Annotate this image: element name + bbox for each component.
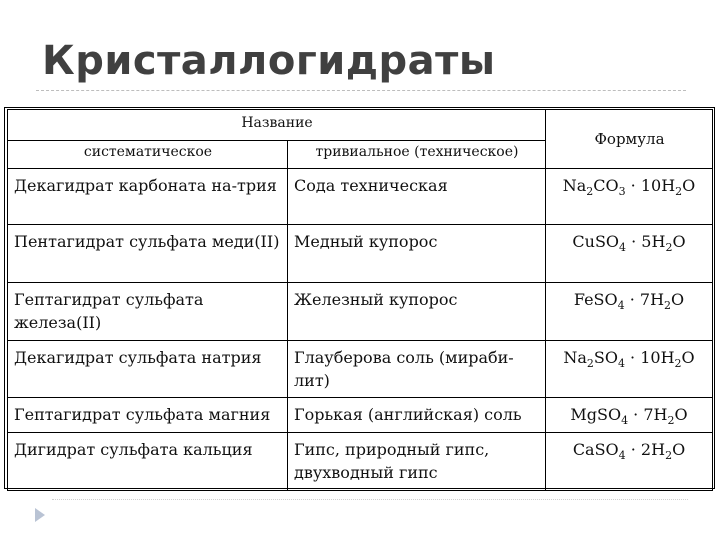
play-arrow-icon[interactable] bbox=[35, 508, 45, 522]
trivial-name-cell: Железный купорос bbox=[288, 283, 546, 341]
formula-text: FeSO$_4$ · $7H_2O$ bbox=[573, 290, 685, 313]
table-row bbox=[8, 225, 713, 283]
formula-text: MgSO$_4$ · $7H_2O$ bbox=[570, 405, 688, 428]
trivial-name-cell: Гипс, природный гипс, двухводный гипс bbox=[288, 433, 546, 491]
footer-divider bbox=[52, 499, 688, 500]
formula-cell bbox=[546, 225, 713, 283]
formula-cell bbox=[546, 341, 713, 398]
formula-text: CuSO$_4$ · $5H_2O$ bbox=[572, 232, 686, 255]
trivial-name-cell: Медный купорос bbox=[288, 225, 546, 283]
formula-cell bbox=[546, 283, 713, 341]
table-row bbox=[8, 433, 713, 491]
header-systematic: систематическое bbox=[8, 141, 288, 169]
table-row bbox=[8, 398, 713, 433]
systematic-name-cell: Пентагидрат сульфата меди(II) bbox=[8, 225, 288, 283]
formula-cell bbox=[546, 398, 713, 433]
formula-text: $Na_2SO_4 \cdot 10H_2O$ bbox=[563, 348, 695, 371]
systematic-name-cell: Гептагидрат сульфата магния bbox=[8, 398, 288, 433]
systematic-name-cell: Декагидрат сульфата натрия bbox=[8, 341, 288, 398]
trivial-name-cell: Глауберова соль (мираби-лит) bbox=[288, 341, 546, 398]
trivial-name-cell: Сода техническая bbox=[288, 169, 546, 225]
table-row bbox=[8, 341, 713, 398]
crystal-hydrates-table bbox=[7, 109, 713, 491]
header-formula: Формула bbox=[546, 110, 713, 169]
crystal-hydrates-table-frame bbox=[4, 107, 715, 489]
header-trivial: тривиальное (техническое) bbox=[288, 141, 546, 169]
systematic-name-cell: Декагидрат карбоната на-трия bbox=[8, 169, 288, 225]
systematic-name-cell: Дигидрат сульфата кальция bbox=[8, 433, 288, 491]
formula-cell bbox=[546, 169, 713, 225]
trivial-name-cell: Горькая (английская) соль bbox=[288, 398, 546, 433]
title-divider bbox=[36, 90, 686, 91]
formula-text: CaSO$_4$ · $2H_2O$ bbox=[572, 440, 686, 463]
header-name: Название bbox=[8, 110, 546, 141]
slide-title: Кристаллогидраты bbox=[42, 38, 496, 84]
formula-text: $Na_2CO_3 \cdot 10H_2O$ bbox=[562, 176, 696, 199]
systematic-name-cell: Гептагидрат сульфата железа(II) bbox=[8, 283, 288, 341]
table-row bbox=[8, 283, 713, 341]
formula-cell bbox=[546, 433, 713, 491]
table-row bbox=[8, 169, 713, 225]
